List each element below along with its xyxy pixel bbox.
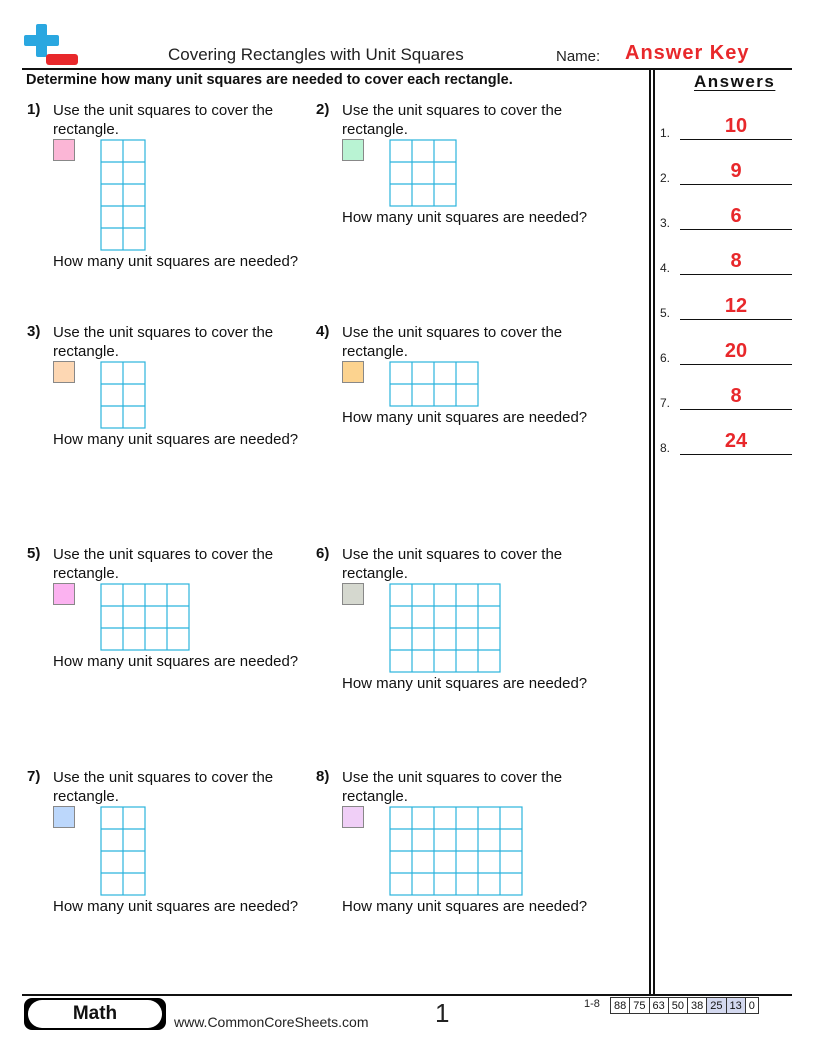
answer-number: 4. bbox=[660, 261, 671, 275]
problem-question: How many unit squares are needed? bbox=[342, 209, 588, 226]
answer-value[interactable]: 8 bbox=[730, 250, 742, 272]
problem-question: How many unit squares are needed? bbox=[53, 898, 299, 915]
problem-number: 1) bbox=[27, 101, 41, 118]
score-cell: 38 bbox=[688, 998, 707, 1014]
answer-value[interactable]: 8 bbox=[730, 385, 742, 407]
problem-2 bbox=[316, 101, 616, 301]
answers-heading: Answers bbox=[694, 72, 776, 91]
problem-number: 2) bbox=[316, 101, 330, 118]
score-cell: 13 bbox=[726, 998, 745, 1014]
page-title: Covering Rectangles with Unit Squares bbox=[168, 45, 464, 64]
rectangle-grid bbox=[389, 583, 501, 673]
site-url: www.CommonCoreSheets.com bbox=[174, 1014, 369, 1030]
problem-question: How many unit squares are needed? bbox=[342, 675, 588, 692]
problem-number: 8) bbox=[316, 768, 330, 785]
score-cell: 75 bbox=[630, 998, 649, 1014]
answer-number: 3. bbox=[660, 216, 671, 230]
problem-number: 6) bbox=[316, 545, 330, 562]
answer-line bbox=[680, 274, 792, 275]
problem-text: Use the unit squares to cover the rectangle. bbox=[53, 324, 274, 360]
problem-question: How many unit squares are needed? bbox=[53, 431, 299, 448]
score-cell: 50 bbox=[668, 998, 687, 1014]
rectangle-grid bbox=[389, 139, 457, 207]
answer-line bbox=[680, 229, 792, 230]
rectangle-grid bbox=[100, 806, 146, 896]
rectangle-grid bbox=[100, 139, 146, 251]
problem-number: 3) bbox=[27, 323, 41, 340]
problem-text: Use the unit squares to cover the rectangle. bbox=[342, 102, 563, 138]
problem-7 bbox=[27, 768, 330, 968]
answer-value[interactable]: 9 bbox=[730, 160, 742, 182]
problem-text: Use the unit squares to cover the rectangle. bbox=[53, 102, 274, 138]
unit-square-swatch bbox=[53, 361, 75, 383]
unit-square-swatch bbox=[53, 583, 75, 605]
name-label: Name: bbox=[556, 48, 601, 65]
footer-divider bbox=[22, 994, 792, 996]
instructions: Determine how many unit squares are needed to cover each rectangle. bbox=[26, 72, 513, 88]
column-divider bbox=[653, 70, 655, 994]
answer-value[interactable]: 6 bbox=[730, 205, 742, 227]
unit-square-swatch bbox=[342, 583, 364, 605]
problem-text: Use the unit squares to cover the rectangle. bbox=[53, 769, 274, 805]
problem-text: Use the unit squares to cover the rectangle. bbox=[53, 546, 274, 582]
answer-value[interactable]: 24 bbox=[724, 430, 748, 452]
unit-square-swatch bbox=[342, 806, 364, 828]
problem-number: 4) bbox=[316, 323, 330, 340]
score-table bbox=[610, 997, 759, 1014]
score-cell: 0 bbox=[745, 998, 758, 1014]
page-number: 1 bbox=[435, 998, 450, 1028]
problem-question: How many unit squares are needed? bbox=[342, 898, 588, 915]
answer-number: 7. bbox=[660, 396, 671, 410]
header-divider bbox=[22, 68, 792, 70]
rectangle-grid bbox=[100, 583, 190, 651]
problem-question: How many unit squares are needed? bbox=[342, 409, 588, 426]
problem-3 bbox=[27, 323, 330, 523]
answer-row bbox=[660, 155, 792, 185]
answer-line bbox=[680, 409, 792, 410]
problem-1 bbox=[27, 101, 330, 301]
problem-question: How many unit squares are needed? bbox=[53, 653, 299, 670]
problem-number: 7) bbox=[27, 768, 41, 785]
answer-value[interactable]: 20 bbox=[724, 340, 748, 362]
answer-row bbox=[660, 200, 792, 230]
answer-value[interactable]: 12 bbox=[724, 295, 748, 317]
column-divider bbox=[649, 70, 651, 994]
unit-square-swatch bbox=[53, 139, 75, 161]
answer-number: 1. bbox=[660, 126, 671, 140]
answer-value[interactable]: 10 bbox=[724, 115, 748, 137]
score-range-label: 1-8 bbox=[584, 998, 600, 1010]
subject-label: Math bbox=[28, 1000, 162, 1028]
answer-row bbox=[660, 380, 792, 410]
unit-square-swatch bbox=[342, 139, 364, 161]
rectangle-grid bbox=[100, 361, 146, 429]
score-cell: 63 bbox=[649, 998, 668, 1014]
rectangle-grid bbox=[389, 806, 523, 896]
score-cell: 88 bbox=[611, 998, 630, 1014]
problem-text: Use the unit squares to cover the rectangle. bbox=[342, 546, 563, 582]
answer-key-label: Answer Key bbox=[625, 42, 750, 64]
unit-square-swatch bbox=[342, 361, 364, 383]
answer-number: 8. bbox=[660, 441, 671, 455]
answer-number: 5. bbox=[660, 306, 671, 320]
answer-row bbox=[660, 245, 792, 275]
score-cell: 25 bbox=[707, 998, 726, 1014]
problem-8 bbox=[316, 768, 616, 968]
answer-line bbox=[680, 364, 792, 365]
answer-line bbox=[680, 184, 792, 185]
problem-6 bbox=[316, 545, 616, 745]
plus-minus-logo-icon bbox=[22, 22, 80, 68]
problem-4 bbox=[316, 323, 616, 523]
score-row bbox=[611, 998, 759, 1014]
answer-line bbox=[680, 139, 792, 140]
problem-5 bbox=[27, 545, 330, 745]
answer-line bbox=[680, 319, 792, 320]
answer-row bbox=[660, 290, 792, 320]
problem-text: Use the unit squares to cover the rectangle. bbox=[342, 324, 563, 360]
rectangle-grid bbox=[389, 361, 479, 407]
problem-number: 5) bbox=[27, 545, 41, 562]
problem-text: Use the unit squares to cover the rectangle. bbox=[342, 769, 563, 805]
answer-number: 2. bbox=[660, 171, 671, 185]
answer-number: 6. bbox=[660, 351, 671, 365]
unit-square-swatch bbox=[53, 806, 75, 828]
answer-row bbox=[660, 110, 792, 140]
problem-question: How many unit squares are needed? bbox=[53, 253, 299, 270]
answer-row bbox=[660, 425, 792, 455]
answer-row bbox=[660, 335, 792, 365]
answer-line bbox=[680, 454, 792, 455]
